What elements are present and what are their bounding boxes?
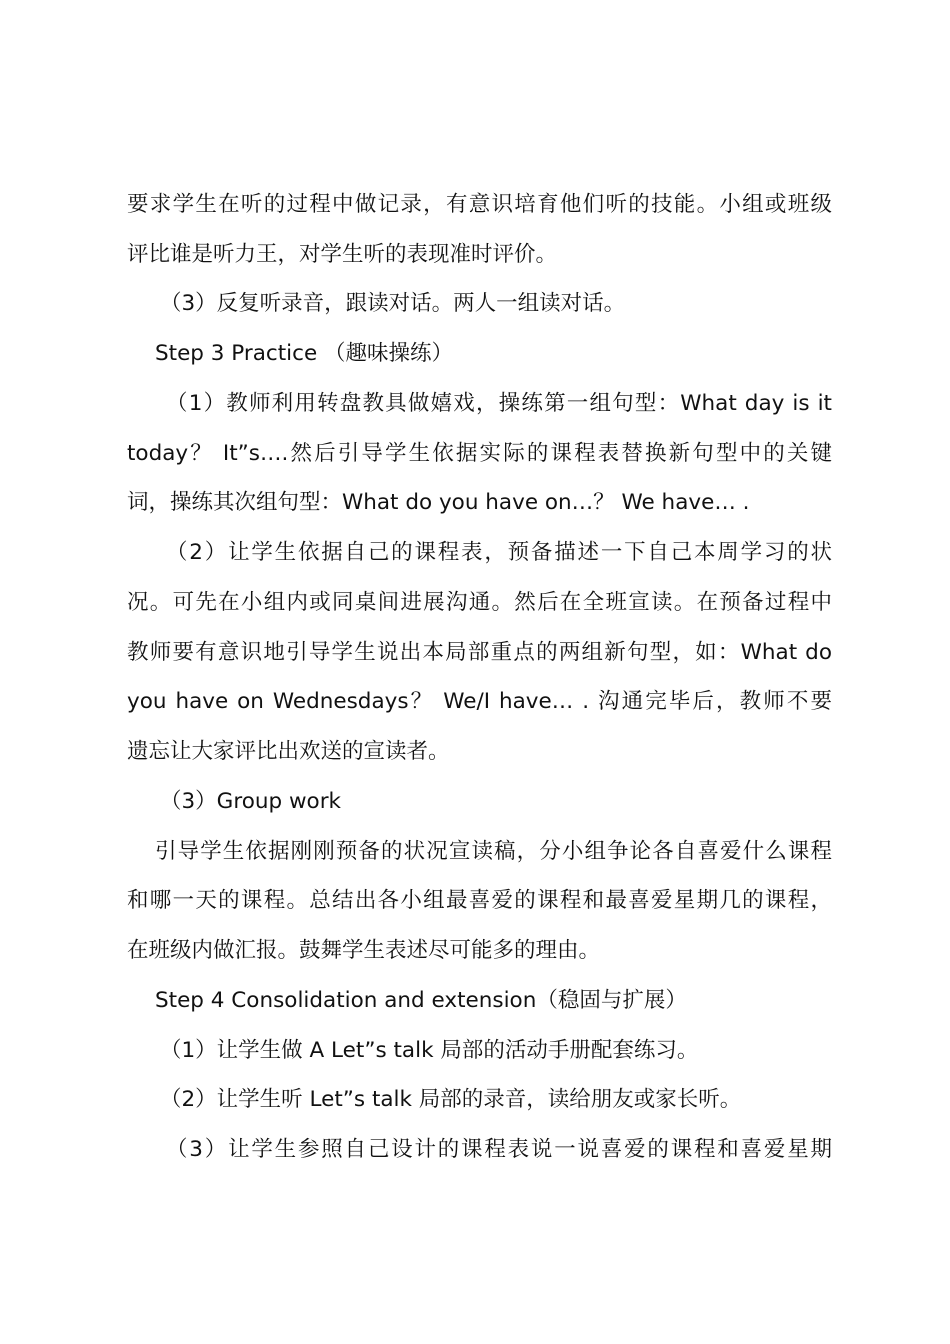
section-heading-step-3: Step 3 Practice （趣味操练） bbox=[155, 341, 454, 366]
list-item: （3）让学生参照自己设计的课程表说一说喜爱的课程和喜爱星期 bbox=[166, 1137, 832, 1162]
list-item: （3）Group work bbox=[160, 789, 341, 814]
list-item: （3）反复听录音，跟读对话。两人一组读对话。 bbox=[160, 291, 626, 316]
paragraph-line: 要求学生在听的过程中做记录，有意识培育他们听的技能。小组或班级 bbox=[127, 192, 832, 217]
paragraph-line: 和哪一天的课程。总结出各小组最喜爱的课程和最喜爱星期几的课程， bbox=[127, 888, 832, 913]
paragraph-line: 词，操练其次组句型：What do you have on…？ We have… . bbox=[127, 490, 750, 515]
paragraph-line: today？ It”s….然后引导学生依据实际的课程表替换新句型中的关键 bbox=[127, 441, 832, 466]
list-item: （1）教师利用转盘教具做嬉戏，操练第一组句型：What day is it bbox=[166, 391, 832, 416]
list-item: （2）让学生听 Let”s talk 局部的录音，读给朋友或家长听。 bbox=[160, 1087, 742, 1112]
paragraph-line: 引导学生依据刚刚预备的状况宣读稿，分小组争论各自喜爱什么课程 bbox=[155, 839, 832, 864]
section-heading-step-4: Step 4 Consolidation and extension（稳固与扩展） bbox=[155, 988, 687, 1013]
paragraph-line: 教师要有意识地引导学生说出本局部重点的两组新句型，如：What do bbox=[127, 640, 832, 665]
paragraph-line: 在班级内做汇报。鼓舞学生表述尽可能多的理由。 bbox=[127, 938, 601, 963]
paragraph-line: 评比谁是听力王，对学生听的表现准时评价。 bbox=[127, 242, 558, 267]
paragraph-line: 况。可先在小组内或同桌间进展沟通。然后在全班宣读。在预备过程中 bbox=[127, 590, 832, 615]
paragraph-line: 遗忘让大家评比出欢送的宣读者。 bbox=[127, 739, 450, 764]
list-item: （2）让学生依据自己的课程表，预备描述一下自己本周学习的状 bbox=[166, 540, 832, 565]
list-item: （1）让学生做 A Let”s talk 局部的活动手册配套练习。 bbox=[160, 1038, 699, 1063]
paragraph-line: you have on Wednesdays？ We/I have… . 沟通完毕后，教师不要 bbox=[127, 689, 832, 714]
